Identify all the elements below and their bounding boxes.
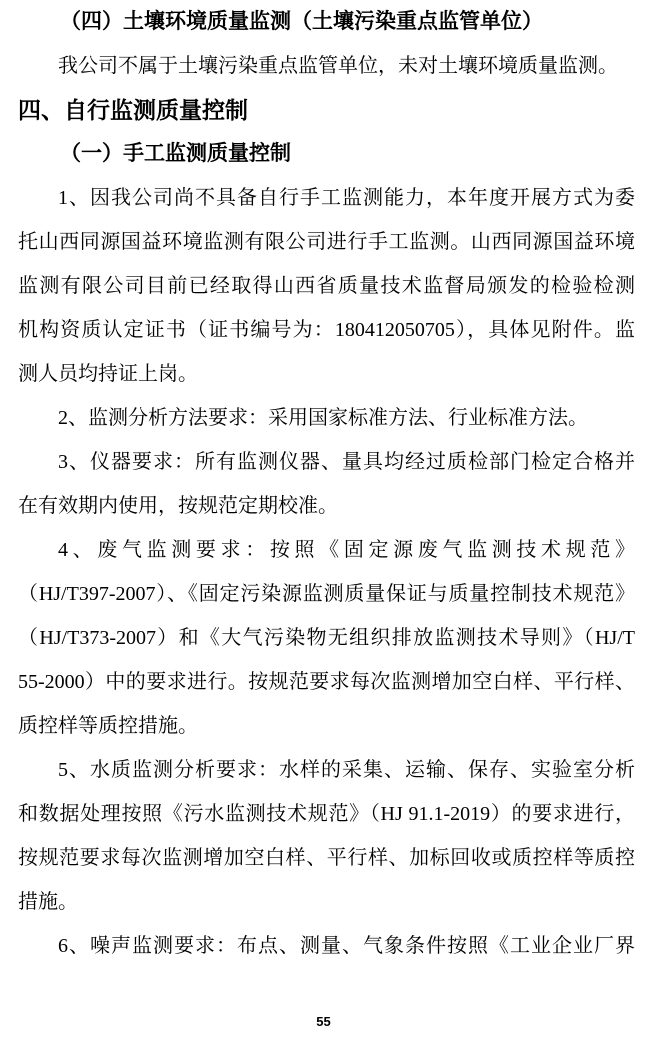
text-line-5: 托山西同源国益环境监测有限公司进行手工监测。山西同源国益环境 <box>18 231 635 253</box>
text-line-0: （四）土壤环境质量监测（土壤污染重点监管单位） <box>60 10 543 33</box>
text-line-4: 1、因我公司尚不具备自行手工监测能力，本年度开展方式为委 <box>58 187 635 209</box>
text-line-15: 55-2000）中的要求进行。按规范要求每次监测增加空白样、平行样、 <box>18 671 635 693</box>
page-footer <box>0 1014 647 1029</box>
document-content <box>18 0 635 968</box>
text-line-13: （HJ/T397-2007）、《固定污染源监测质量保证与质量控制技术规范》 <box>18 583 635 605</box>
text-line-16: 质控样等质控措施。 <box>18 715 198 737</box>
text-line-8: 测人员均持证上岗。 <box>18 363 198 385</box>
text-line-19: 按规范要求每次监测增加空白样、平行样、加标回收或质控样等质控 <box>18 847 635 869</box>
text-line-12: 4、废气监测要求：按照《固定源废气监测技术规范》 <box>58 539 635 561</box>
text-line-7: 机构资质认定证书（证书编号为：180412050705），具体见附件。监 <box>18 319 635 341</box>
text-line-1: 我公司不属于土壤污染重点监管单位，未对土壤环境质量监测。 <box>58 55 618 77</box>
page-number: 55 <box>316 1014 331 1029</box>
text-line-9: 2、监测分析方法要求：采用国家标准方法、行业标准方法。 <box>58 407 588 429</box>
text-line-18: 和数据处理按照《污水监测技术规范》（HJ 91.1-2019）的要求进行， <box>18 803 635 825</box>
text-line-11: 在有效期内使用，按规范定期校准。 <box>18 495 338 517</box>
text-line-21: 6、噪声监测要求：布点、测量、气象条件按照《工业企业厂界 <box>58 935 635 957</box>
text-line-6: 监测有限公司目前已经取得山西省质量技术监督局颁发的检验检测 <box>18 275 635 297</box>
text-line-20: 措施。 <box>18 891 78 913</box>
text-line-3: （一）手工监测质量控制 <box>60 142 291 165</box>
text-line-2: 四、自行监测质量控制 <box>18 97 248 123</box>
text-line-17: 5、水质监测分析要求：水样的采集、运输、保存、实验室分析 <box>58 759 635 781</box>
text-line-10: 3、仪器要求：所有监测仪器、量具均经过质检部门检定合格并 <box>58 451 635 473</box>
text-line-14: （HJ/T373-2007）和《大气污染物无组织排放监测技术导则》（HJ/T <box>18 627 635 649</box>
